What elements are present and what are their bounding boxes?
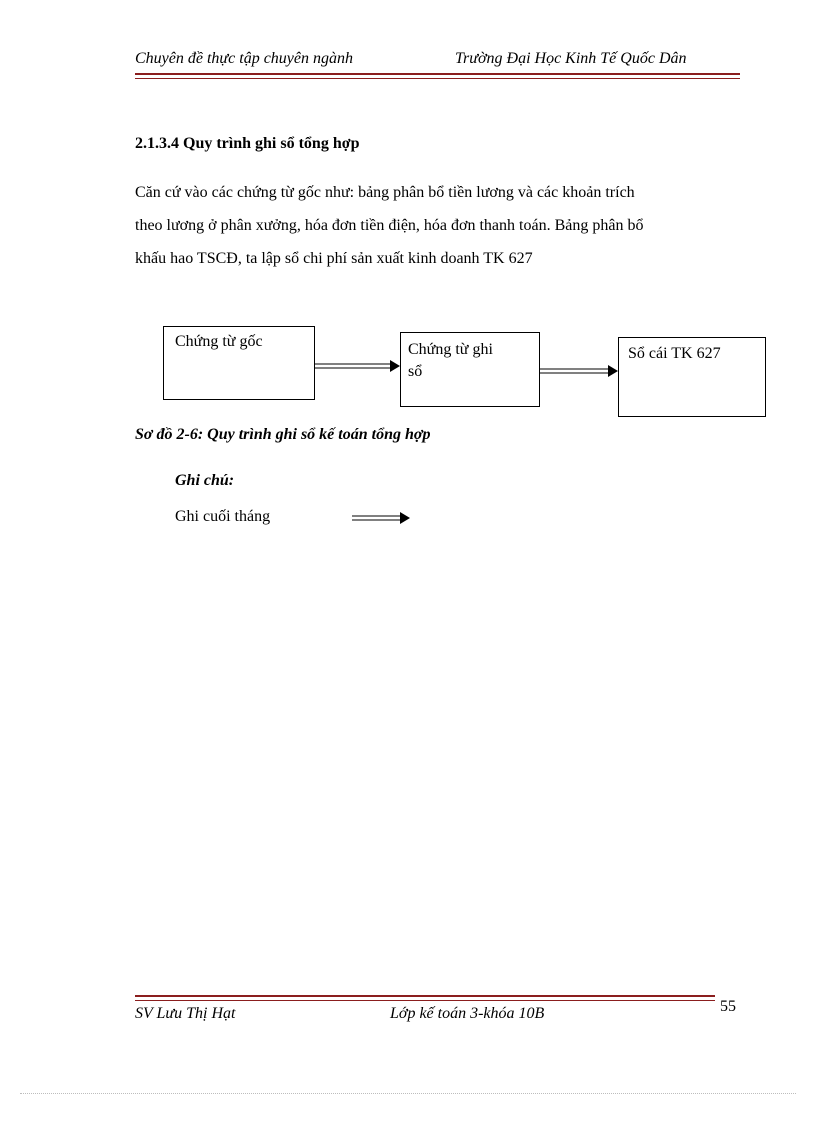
paragraph-line: theo lương ở phân xưởng, hóa đơn tiền điện, hóa đơn thanh toán. Bảng phân bổ — [135, 217, 644, 234]
footer-rule-thin — [135, 1000, 715, 1001]
box-label: Chứng từ ghi — [408, 341, 493, 358]
page-number: 55 — [720, 998, 736, 1015]
section-heading: 2.1.3.4 Quy trình ghi sổ tổng hợp — [135, 135, 360, 152]
box-label-2: sổ — [408, 363, 423, 380]
double-arrow-2 — [540, 365, 618, 377]
legend-double-arrow — [352, 512, 410, 524]
page-boundary — [20, 1093, 796, 1094]
box-label: Chứng từ gốc — [175, 333, 263, 350]
footer-left: SV Lưu Thị Hạt — [135, 1005, 236, 1022]
legend-item: Ghi cuối tháng — [175, 508, 271, 525]
legend-title: Ghi chú: — [175, 472, 235, 489]
header-right: Trường Đại Học Kinh Tế Quốc Dân — [455, 50, 687, 67]
footer-center: Lớp kế toán 3-khóa 10B — [390, 1005, 545, 1022]
diagram-caption: Sơ đồ 2-6: Quy trình ghi sổ kế toán tổng hợp — [135, 426, 431, 443]
paragraph-line: khấu hao TSCĐ, ta lập sổ chi phí sản xuất kinh doanh TK 627 — [135, 250, 533, 267]
paragraph-line: Căn cứ vào các chứng từ gốc như: bảng phân bổ tiền lương và các khoản trích — [135, 184, 635, 201]
box-label: Sổ cái TK 627 — [628, 345, 721, 362]
footer-rule — [135, 995, 715, 997]
double-arrow-1 — [315, 360, 400, 372]
header-left: Chuyên đề thực tập chuyên ngành — [135, 50, 353, 67]
